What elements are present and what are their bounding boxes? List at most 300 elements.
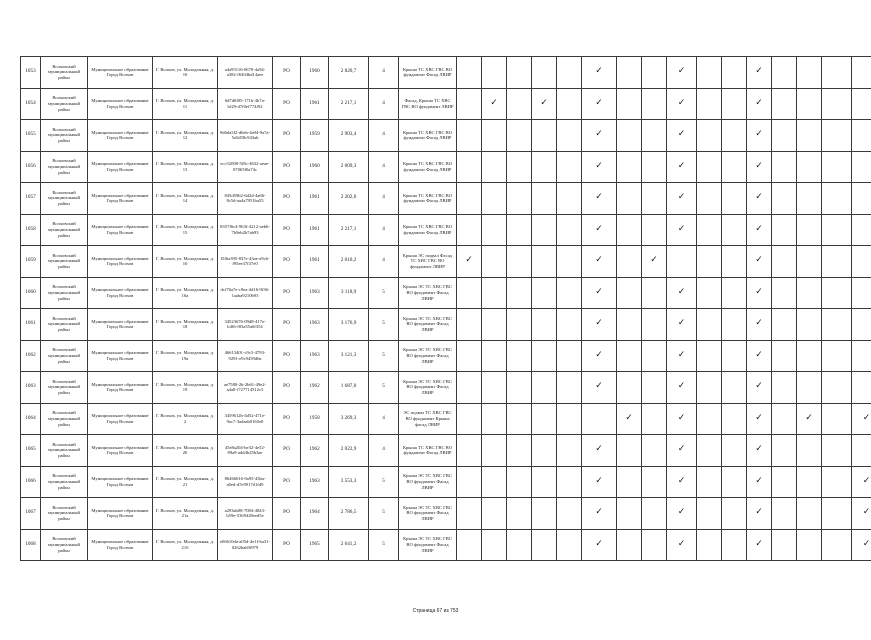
building-id-cell: 9d6da5f2-d6eb-4a94-9a7a-5a5d58c943ab: [218, 120, 273, 152]
empty-check-cell: [532, 372, 557, 404]
type-cell: РО: [273, 309, 301, 341]
table-row: [21, 277, 871, 309]
empty-check-cell: [772, 403, 797, 435]
works-cell: Крыша ТС ХВС ГВС ВО фундамент Фасад ЛВИР: [399, 57, 457, 89]
check-mark-icon: ✓: [667, 309, 697, 341]
empty-check-cell: [822, 151, 852, 183]
municipality-cell: Муниципальное образование Город Волхов: [88, 529, 153, 561]
area-cell: 2 022,9: [329, 435, 369, 467]
empty-check-cell: [852, 340, 871, 372]
empty-check-cell: [557, 529, 582, 561]
empty-check-cell: [822, 403, 852, 435]
year-cell: 1962: [301, 372, 329, 404]
year-cell: 1961: [301, 214, 329, 246]
works-cell: ЭС подвал ТС ХВС ГВС ВО фундамент Крыша фасад ЛВИР: [399, 403, 457, 435]
empty-check-cell: [772, 435, 797, 467]
address-cell: Г. Волхов, ул. Молодежная, д. 16: [153, 246, 218, 278]
check-mark-icon: ✓: [582, 466, 617, 498]
page-number: Страница 67 из 753: [412, 608, 459, 614]
empty-check-cell: [507, 309, 532, 341]
row-number: 1058: [21, 214, 41, 246]
table-row: [21, 57, 871, 89]
check-mark-icon: ✓: [667, 88, 697, 120]
empty-check-cell: [722, 403, 747, 435]
empty-check-cell: [507, 183, 532, 215]
works-cell: Крыша ЭС ТС ХВС ГВС ВО фундамент Фасад ЛВИР: [399, 529, 457, 561]
area-cell: 2 217,1: [329, 88, 369, 120]
floors-cell: 5: [369, 309, 399, 341]
district-cell: Волховский муниципальный район: [41, 57, 88, 89]
check-mark-icon: ✓: [582, 340, 617, 372]
empty-check-cell: [557, 246, 582, 278]
check-mark-icon: ✓: [667, 340, 697, 372]
empty-check-cell: [822, 57, 852, 89]
municipality-cell: Муниципальное образование Город Волхов: [88, 466, 153, 498]
empty-check-cell: [797, 372, 822, 404]
row-number: 1059: [21, 246, 41, 278]
year-cell: 1962: [301, 435, 329, 467]
area-cell: 3 269,3: [329, 403, 369, 435]
empty-check-cell: [557, 277, 582, 309]
empty-check-cell: [822, 498, 852, 530]
table-body: [21, 57, 871, 561]
district-cell: Волховский муниципальный район: [41, 120, 88, 152]
check-mark-icon: ✓: [747, 340, 772, 372]
floors-cell: 5: [369, 372, 399, 404]
district-cell: Волховский муниципальный район: [41, 183, 88, 215]
floors-cell: 4: [369, 435, 399, 467]
empty-check-cell: [852, 57, 871, 89]
works-cell: Крыша ЭС ТС ХВС ГВС ВО фундамент Фасад ЛВИР: [399, 466, 457, 498]
empty-check-cell: [482, 340, 507, 372]
empty-check-cell: [697, 529, 722, 561]
area-cell: 3 553,3: [329, 466, 369, 498]
address-cell: Г. Волхов, ул. Молодежная, д. 14: [153, 183, 218, 215]
empty-check-cell: [482, 214, 507, 246]
check-mark-icon: ✓: [667, 151, 697, 183]
empty-check-cell: [822, 309, 852, 341]
check-mark-icon: ✓: [582, 309, 617, 341]
row-number: 1068: [21, 529, 41, 561]
empty-check-cell: [642, 435, 667, 467]
empty-check-cell: [617, 151, 642, 183]
municipality-cell: Муниципальное образование Город Волхов: [88, 340, 153, 372]
empty-check-cell: [557, 340, 582, 372]
check-mark-icon: ✓: [642, 246, 667, 278]
type-cell: РО: [273, 498, 301, 530]
empty-check-cell: [697, 120, 722, 152]
empty-check-cell: [722, 151, 747, 183]
empty-check-cell: [852, 120, 871, 152]
building-id-cell: dcf76a7e-c9ea-4d16-9f36-1aaba9210b93: [218, 277, 273, 309]
empty-check-cell: [532, 529, 557, 561]
empty-check-cell: [772, 151, 797, 183]
empty-check-cell: [722, 372, 747, 404]
empty-check-cell: [457, 466, 482, 498]
area-cell: 2 641,2: [329, 529, 369, 561]
address-cell: Г. Волхов, ул. Молодежная, д. 19а: [153, 340, 218, 372]
empty-check-cell: [642, 120, 667, 152]
building-id-cell: 46613401-c9c5-4793-9291-e9c9459d6a: [218, 340, 273, 372]
empty-check-cell: [772, 88, 797, 120]
area-cell: 2 009,3: [329, 151, 369, 183]
address-cell: Г. Волхов, ул. Молодежная, д. 12: [153, 120, 218, 152]
empty-check-cell: [697, 183, 722, 215]
check-mark-icon: ✓: [747, 120, 772, 152]
check-mark-icon: ✓: [582, 88, 617, 120]
check-mark-icon: ✓: [667, 214, 697, 246]
year-cell: 1963: [301, 340, 329, 372]
empty-check-cell: [482, 277, 507, 309]
empty-check-cell: [507, 435, 532, 467]
row-number: 1062: [21, 340, 41, 372]
floors-cell: 5: [369, 466, 399, 498]
district-cell: Волховский муниципальный район: [41, 246, 88, 278]
empty-check-cell: [457, 309, 482, 341]
check-mark-icon: ✓: [457, 246, 482, 278]
row-number: 1057: [21, 183, 41, 215]
empty-check-cell: [697, 498, 722, 530]
table-row: [21, 183, 871, 215]
empty-check-cell: [557, 214, 582, 246]
empty-check-cell: [582, 403, 617, 435]
district-cell: Волховский муниципальный район: [41, 372, 88, 404]
type-cell: РО: [273, 403, 301, 435]
check-mark-icon: ✓: [747, 529, 772, 561]
empty-check-cell: [617, 183, 642, 215]
check-mark-icon: ✓: [747, 57, 772, 89]
empty-check-cell: [557, 183, 582, 215]
empty-check-cell: [482, 309, 507, 341]
check-mark-icon: ✓: [582, 57, 617, 89]
row-number: 1067: [21, 498, 41, 530]
empty-check-cell: [722, 435, 747, 467]
table-row: [21, 214, 871, 246]
check-mark-icon: ✓: [582, 498, 617, 530]
address-cell: Г. Волхов, ул. Молодежная, д. 10: [153, 57, 218, 89]
building-id-cell: e06610da-a05d-4e1f-ba31-0262bab9f979: [218, 529, 273, 561]
empty-check-cell: [482, 57, 507, 89]
area-cell: 2 786,5: [329, 498, 369, 530]
empty-check-cell: [532, 340, 557, 372]
type-cell: РО: [273, 183, 301, 215]
year-cell: 1961: [301, 246, 329, 278]
empty-check-cell: [557, 88, 582, 120]
empty-check-cell: [642, 403, 667, 435]
empty-check-cell: [642, 88, 667, 120]
empty-check-cell: [772, 340, 797, 372]
table-row: [21, 340, 871, 372]
empty-check-cell: [482, 151, 507, 183]
empty-check-cell: [482, 183, 507, 215]
empty-check-cell: [772, 372, 797, 404]
table-row: [21, 151, 871, 183]
empty-check-cell: [772, 529, 797, 561]
empty-check-cell: [697, 277, 722, 309]
check-mark-icon: ✓: [667, 466, 697, 498]
type-cell: РО: [273, 277, 301, 309]
floors-cell: 5: [369, 340, 399, 372]
row-number: 1065: [21, 435, 41, 467]
empty-check-cell: [772, 277, 797, 309]
row-number: 1053: [21, 57, 41, 89]
empty-check-cell: [797, 151, 822, 183]
works-cell: Крыша ТС ХВС ГВС ВО фундамент Фасад ЛВИР: [399, 214, 457, 246]
district-cell: Волховский муниципальный район: [41, 498, 88, 530]
empty-check-cell: [557, 372, 582, 404]
check-mark-icon: ✓: [747, 466, 772, 498]
works-cell: Крыша ТС ХВС ГВС ВО фундамент Фасад ЛВИР: [399, 120, 457, 152]
building-id-cell: f5f6a395-837e-43ae-a9cb-f95ee37f37e0: [218, 246, 273, 278]
check-mark-icon: ✓: [532, 88, 557, 120]
check-mark-icon: ✓: [797, 403, 822, 435]
empty-check-cell: [722, 246, 747, 278]
empty-check-cell: [507, 466, 532, 498]
address-cell: Г. Волхов, ул. Молодежная, д. 21б: [153, 529, 218, 561]
area-cell: 1 687,0: [329, 372, 369, 404]
area-cell: 2 010,2: [329, 246, 369, 278]
empty-check-cell: [532, 57, 557, 89]
empty-check-cell: [532, 277, 557, 309]
empty-check-cell: [797, 183, 822, 215]
empty-check-cell: [532, 466, 557, 498]
table-row: [21, 246, 871, 278]
table-row: [21, 309, 871, 341]
empty-check-cell: [642, 214, 667, 246]
empty-check-cell: [667, 246, 697, 278]
empty-check-cell: [482, 435, 507, 467]
year-cell: 1964: [301, 498, 329, 530]
empty-check-cell: [697, 372, 722, 404]
address-cell: Г. Волхов, ул. Молодежная, д. 11: [153, 88, 218, 120]
empty-check-cell: [457, 88, 482, 120]
empty-check-cell: [642, 57, 667, 89]
works-cell: Крыша ТС ХВС ГВС ВО фундамент Фасад ЛВИР: [399, 151, 457, 183]
address-cell: Г. Волхов, ул. Молодежная, д. 15: [153, 214, 218, 246]
municipality-cell: Муниципальное образование Город Волхов: [88, 88, 153, 120]
building-id-cell: 34523676-09d8-417e-b4f6-f83a55a6f354: [218, 309, 273, 341]
empty-check-cell: [507, 151, 532, 183]
type-cell: РО: [273, 151, 301, 183]
empty-check-cell: [797, 88, 822, 120]
check-mark-icon: ✓: [582, 151, 617, 183]
municipality-cell: Муниципальное образование Город Волхов: [88, 498, 153, 530]
empty-check-cell: [557, 435, 582, 467]
empty-check-cell: [617, 120, 642, 152]
empty-check-cell: [617, 309, 642, 341]
empty-check-cell: [772, 466, 797, 498]
district-cell: Волховский муниципальный район: [41, 403, 88, 435]
empty-check-cell: [457, 151, 482, 183]
table-row: [21, 372, 871, 404]
table-row: [21, 120, 871, 152]
empty-check-cell: [457, 435, 482, 467]
empty-check-cell: [697, 340, 722, 372]
row-number: 1063: [21, 372, 41, 404]
check-mark-icon: ✓: [747, 183, 772, 215]
empty-check-cell: [457, 372, 482, 404]
empty-check-cell: [507, 529, 532, 561]
empty-check-cell: [532, 403, 557, 435]
floors-cell: 4: [369, 246, 399, 278]
check-mark-icon: ✓: [667, 372, 697, 404]
works-cell: Крыша ЭС ТС ХВС ГВС ВО фундамент Фасад ЛВИР: [399, 309, 457, 341]
check-mark-icon: ✓: [667, 183, 697, 215]
type-cell: РО: [273, 214, 301, 246]
row-number: 1056: [21, 151, 41, 183]
empty-check-cell: [797, 466, 822, 498]
type-cell: РО: [273, 466, 301, 498]
empty-check-cell: [507, 120, 532, 152]
check-mark-icon: ✓: [852, 403, 871, 435]
check-mark-icon: ✓: [667, 57, 697, 89]
empty-check-cell: [482, 403, 507, 435]
type-cell: РО: [273, 340, 301, 372]
empty-check-cell: [557, 57, 582, 89]
empty-check-cell: [457, 498, 482, 530]
empty-check-cell: [822, 466, 852, 498]
works-cell: Крыша ЭС ТС ХВС ГВС ВО фундамент Фасад ЛВИР: [399, 340, 457, 372]
district-cell: Волховский муниципальный район: [41, 309, 88, 341]
municipality-cell: Муниципальное образование Город Волхов: [88, 246, 153, 278]
check-mark-icon: ✓: [747, 277, 772, 309]
empty-check-cell: [722, 498, 747, 530]
empty-check-cell: [617, 340, 642, 372]
municipality-cell: Муниципальное образование Город Волхов: [88, 120, 153, 152]
check-mark-icon: ✓: [747, 214, 772, 246]
empty-check-cell: [457, 214, 482, 246]
type-cell: РО: [273, 120, 301, 152]
works-cell: Крыша ТС ХВС ГВС ВО фундамент Фасад ЛВИР: [399, 183, 457, 215]
check-mark-icon: ✓: [747, 88, 772, 120]
floors-cell: 4: [369, 151, 399, 183]
empty-check-cell: [722, 529, 747, 561]
empty-check-cell: [822, 88, 852, 120]
check-mark-icon: ✓: [852, 466, 871, 498]
empty-check-cell: [722, 277, 747, 309]
table-row: [21, 498, 871, 530]
building-id-cell: ae7580-2b-2b61-49e2-a4a8-f727714512c5: [218, 372, 273, 404]
area-cell: 2 217,1: [329, 214, 369, 246]
row-number: 1055: [21, 120, 41, 152]
empty-check-cell: [642, 498, 667, 530]
table-row: [21, 88, 871, 120]
check-mark-icon: ✓: [617, 403, 642, 435]
empty-check-cell: [557, 498, 582, 530]
district-cell: Волховский муниципальный район: [41, 151, 88, 183]
municipality-cell: Муниципальное образование Город Волхов: [88, 151, 153, 183]
area-cell: 3 121,3: [329, 340, 369, 372]
works-cell: Крыша ЭС ТС ХВС ГВС ВО фундамент Фасад ЛВИР: [399, 498, 457, 530]
check-mark-icon: ✓: [667, 277, 697, 309]
empty-check-cell: [697, 214, 722, 246]
empty-check-cell: [642, 277, 667, 309]
empty-check-cell: [797, 214, 822, 246]
works-cell: Крыша ТС ХВС ГВС ВО фундамент Фасад ЛВИР: [399, 435, 457, 467]
empty-check-cell: [722, 466, 747, 498]
empty-check-cell: [797, 340, 822, 372]
check-mark-icon: ✓: [747, 246, 772, 278]
empty-check-cell: [617, 435, 642, 467]
empty-check-cell: [507, 214, 532, 246]
empty-check-cell: [772, 183, 797, 215]
address-cell: Г. Волхов, ул. Молодежная, д. 19: [153, 372, 218, 404]
empty-check-cell: [507, 498, 532, 530]
empty-check-cell: [697, 88, 722, 120]
address-cell: Г. Волхов, ул. Молодежная, д. 21а: [153, 498, 218, 530]
empty-check-cell: [797, 435, 822, 467]
empty-check-cell: [642, 466, 667, 498]
row-number: 1064: [21, 403, 41, 435]
address-cell: Г. Волхов, ул. Молодежная, д. 18: [153, 309, 218, 341]
year-cell: 1963: [301, 309, 329, 341]
empty-check-cell: [852, 151, 871, 183]
empty-check-cell: [507, 57, 532, 89]
address-cell: Г. Волхов, ул. Молодежная, д. 20: [153, 435, 218, 467]
empty-check-cell: [617, 529, 642, 561]
empty-check-cell: [697, 403, 722, 435]
type-cell: РО: [273, 88, 301, 120]
check-mark-icon: ✓: [852, 529, 871, 561]
empty-check-cell: [772, 246, 797, 278]
check-mark-icon: ✓: [582, 246, 617, 278]
empty-check-cell: [822, 246, 852, 278]
empty-check-cell: [532, 498, 557, 530]
district-cell: Волховский муниципальный район: [41, 277, 88, 309]
row-number: 1060: [21, 277, 41, 309]
check-mark-icon: ✓: [747, 151, 772, 183]
works-cell: Крыша ЭС ТС ХВС ГВС ВО фундамент Фасад ЛВИР: [399, 372, 457, 404]
empty-check-cell: [772, 498, 797, 530]
empty-check-cell: [697, 466, 722, 498]
empty-check-cell: [457, 57, 482, 89]
empty-check-cell: [822, 214, 852, 246]
floors-cell: 4: [369, 403, 399, 435]
empty-check-cell: [482, 246, 507, 278]
register-table: [20, 56, 871, 561]
check-mark-icon: ✓: [667, 529, 697, 561]
empty-check-cell: [822, 340, 852, 372]
empty-check-cell: [532, 120, 557, 152]
empty-check-cell: [852, 214, 871, 246]
empty-check-cell: [617, 246, 642, 278]
empty-check-cell: [532, 309, 557, 341]
empty-check-cell: [642, 372, 667, 404]
table-row: [21, 466, 871, 498]
floors-cell: 4: [369, 57, 399, 89]
floors-cell: 5: [369, 277, 399, 309]
municipality-cell: Муниципальное образование Город Волхов: [88, 403, 153, 435]
area-cell: 2 202,0: [329, 183, 369, 215]
works-cell: Фасад, Крыша ТС ХВС ГВС ВО фундамент ЛВИР: [399, 88, 457, 120]
empty-check-cell: [507, 246, 532, 278]
empty-check-cell: [532, 214, 557, 246]
empty-check-cell: [722, 57, 747, 89]
address-cell: Г. Волхов, ул. Молодежная, д. 16а: [153, 277, 218, 309]
empty-check-cell: [617, 57, 642, 89]
municipality-cell: Муниципальное образование Город Волхов: [88, 214, 153, 246]
empty-check-cell: [722, 88, 747, 120]
table-row: [21, 529, 871, 561]
empty-check-cell: [532, 183, 557, 215]
empty-check-cell: [617, 372, 642, 404]
check-mark-icon: ✓: [667, 403, 697, 435]
empty-check-cell: [797, 277, 822, 309]
district-cell: Волховский муниципальный район: [41, 529, 88, 561]
floors-cell: 4: [369, 183, 399, 215]
type-cell: РО: [273, 435, 301, 467]
empty-check-cell: [697, 246, 722, 278]
